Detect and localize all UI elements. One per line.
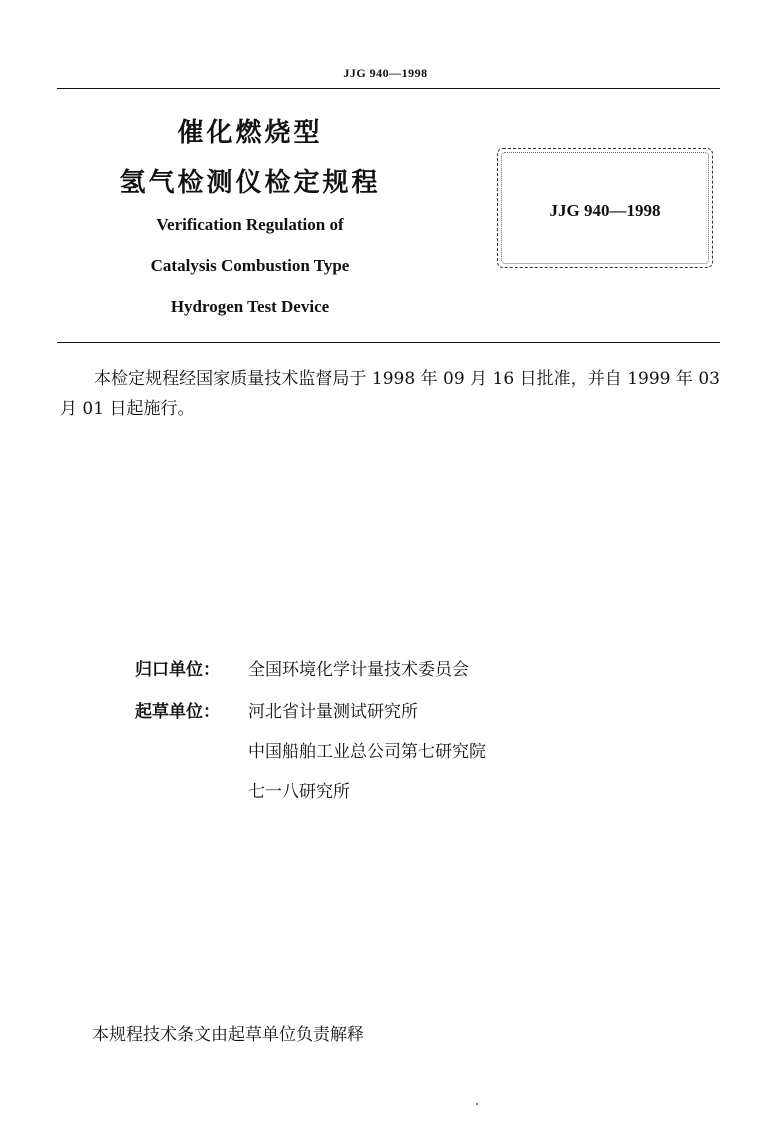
title-en-line2: Catalysis Combustion Type	[150, 256, 350, 275]
header-standard-code: JJG 940—1998	[343, 66, 428, 80]
approval-statement: 本检定规程经国家质量技术监督局于 1998 年 09 月 16 日批准，并自 1999 年 03 月 01 日起施行。	[60, 369, 720, 419]
responsible-unit-label: 归口单位：	[135, 660, 220, 680]
responsible-unit-value: 全国环境化学计量技术委员会	[248, 660, 469, 680]
drafting-unit-value-3: 七一八研究所	[248, 782, 350, 802]
title-en-line3: Hydrogen Test Device	[170, 297, 330, 316]
scan-speck	[476, 1103, 478, 1105]
title-divider-rule	[57, 342, 720, 343]
code-box-text: JJG 940—1998	[549, 201, 661, 220]
drafting-unit-label: 起草单位：	[135, 702, 220, 722]
title-cn-line2: 氢气检测仪检定规程	[119, 168, 381, 198]
header-rule	[57, 88, 720, 89]
interpretation-note: 本规程技术条文由起草单位负责解释	[92, 1025, 364, 1045]
title-cn-line1: 催化燃烧型	[177, 118, 323, 148]
drafting-unit-value-1: 河北省计量测试研究所	[248, 702, 418, 722]
title-en-line1: Verification Regulation of	[156, 215, 344, 234]
drafting-unit-value-2: 中国船舶工业总公司第七研究院	[248, 742, 486, 762]
standard-code-box	[497, 148, 713, 268]
